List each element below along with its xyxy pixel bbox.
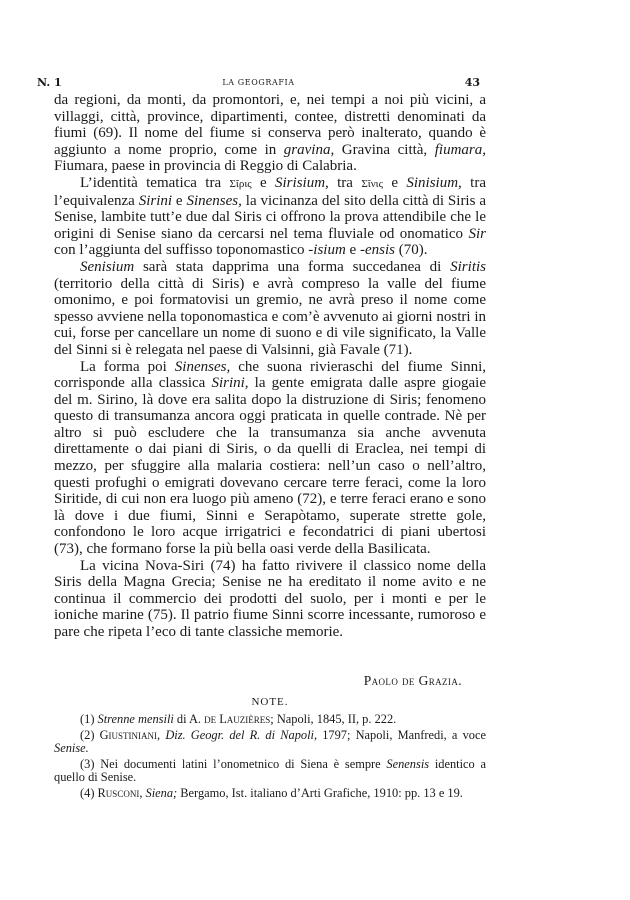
italic-text: Strenne mensili	[97, 712, 174, 726]
small-caps-text: de Lauzières	[204, 712, 271, 726]
text-run: Fiumara, paese in provincia di Reggio di Calabria.	[54, 158, 357, 175]
greek-word: Σῖρις	[229, 177, 252, 190]
italic-text: Sirini	[138, 192, 173, 209]
small-caps-text: Giustiniani,	[99, 727, 161, 742]
italic-text: -ensis	[359, 242, 395, 259]
text-run: (territorio della città di Siris) e avrà compreso la valle del fiume omonimo, e poi formatovisi un gremio, ne avrà preso il nome come spesso avviene nella toponomastica e com’è avvenuto ai giorni nostri in cui, forse per cancellare un nome di suono e di vile significato, la Valle del Sinni si è relegata nel paese di Valsinni, già Favale (71).	[54, 275, 486, 358]
text-run: identico a quello di Senise.	[54, 756, 486, 784]
paragraph	[54, 359, 486, 558]
text-run: L’identità tematica tra	[80, 174, 230, 191]
text-run: Bergamo, Ist. italiano d’Arti Grafiche, 1910: pp. 13 e 19.	[177, 785, 463, 800]
paragraph	[54, 175, 486, 259]
italic-text: Sirini,	[211, 375, 249, 392]
italic-text: Siena;	[145, 785, 178, 800]
text-run: la gente emigrata dalle aspre giogaie del m. Sirino, là dove era salita dopo la distruzione di Siris; fenomeno questo di transumanza ancora oggi praticata in quelle contrade. Nè per altro si può escludere che la transumanza sia anche avvenuta direttamente o dai piani di Siris, o da quelli di Eraclea, nei tempi di mezzo, per sfuggire alla malaria costiera: nell’un caso o nell’altro, questi profughi o emigrati dovevano cercare terre feraci, come la loro Siritide, di cui non era luogo più ameno (72), e terre feraci erano e sono là dove i due fiumi, Sinni e Serapòtamo, superate strette gole, confondono le loro acque irrigatrici e fecondatrici di piani ubertosi (73), che formano forse la più bella oasi verde della Basilicata.	[54, 375, 486, 558]
issue-number: N. 1	[37, 76, 62, 89]
text-run: tra l’equivalenza	[54, 174, 486, 209]
italic-text: Sinenses,	[186, 192, 242, 209]
journal-title: LA GEOGRAFIA	[222, 78, 295, 87]
paragraph	[54, 259, 486, 359]
italic-text: Sinisium,	[406, 174, 462, 191]
paragraph	[54, 558, 486, 641]
text-run: 1797; Napoli, Manfredi, a voce	[317, 727, 486, 742]
text-run: ; Napoli, 1845, II, p. 222.	[270, 712, 397, 726]
footnote	[54, 713, 486, 727]
text-run: La forma poi	[80, 358, 175, 375]
greek-word: Σῖνις	[361, 177, 383, 190]
text-run: e	[172, 192, 187, 209]
paragraph	[54, 92, 486, 175]
text-run: (4)	[80, 785, 98, 800]
text-run: e	[382, 174, 407, 191]
italic-text: gravina,	[283, 141, 335, 158]
text-run: tra	[328, 174, 362, 191]
italic-text: Sinenses,	[174, 358, 231, 375]
article-body	[54, 92, 486, 641]
text-run: La vicina Nova-Siri (74) ha fatto rivivere il classico nome della Siris della Magna Grecia; Senise ne ha ereditato il nome avito e ne continua il commercio dei prodotti del suolo, per i monti e per le ioniche marine (75). Il patrio fiume Sinni scorre incessante, rumoroso e pare che ripeta l’eco di tante classiche memorie.	[54, 557, 486, 640]
running-head	[37, 76, 480, 90]
italic-text: Senensis	[386, 756, 430, 771]
text-run: di A.	[173, 712, 205, 726]
italic-text: Sir	[468, 225, 486, 242]
italic-text: Diz. Geogr. del R. di Napoli,	[165, 727, 318, 742]
text-run: sarà stata dapprima una forma succedanea di	[134, 258, 451, 275]
italic-text: Senisium	[80, 258, 135, 275]
text-run: con l’aggiunta del suffisso toponomastico	[54, 242, 309, 259]
italic-text: fiumara,	[434, 141, 486, 158]
text-run: la vicinanza del sito della città di Siris a Senise, lambite tutt’e due dal Siris ci offrono la prova attendibile che le origini di Senise siano da cercarsi nel tema fluviale od onomatico	[54, 192, 486, 242]
page-number: 43	[464, 76, 480, 89]
footnote	[54, 787, 486, 801]
text-run: che suona rivieraschi del fiume Sinni, corrisponde alla classica	[54, 358, 486, 392]
text-run: (70).	[394, 242, 428, 259]
text-run: (3) Nei documenti latini l’onometnico di Siena è sempre	[80, 756, 387, 771]
footnotes	[54, 713, 486, 802]
text-run: e	[345, 242, 360, 259]
text-run: (2)	[80, 727, 100, 742]
footnote	[54, 758, 486, 785]
italic-text: -isium	[308, 242, 346, 259]
small-caps-text: Rusconi,	[97, 785, 143, 800]
italic-text: Siritis	[450, 258, 486, 275]
footnote	[54, 729, 486, 756]
italic-text: Senise.	[54, 741, 89, 755]
notes-heading: NOTE.	[251, 696, 289, 708]
italic-text: Sirisium,	[275, 174, 329, 191]
text-run: da regioni, da monti, da promontori, e, nei tempi a noi più vicini, a villaggi, città, province, dipartimenti, contee, distretti denominati da fiumi (69). Il nome del fiume si conserva però inalterato, quando è aggiunto a nome proprio, come in	[54, 92, 486, 158]
text-run: e	[251, 174, 276, 191]
author-signature: Paolo de Grazia.	[363, 673, 462, 688]
text-run: Gravina città,	[334, 141, 435, 158]
text-run: (1)	[80, 712, 98, 726]
